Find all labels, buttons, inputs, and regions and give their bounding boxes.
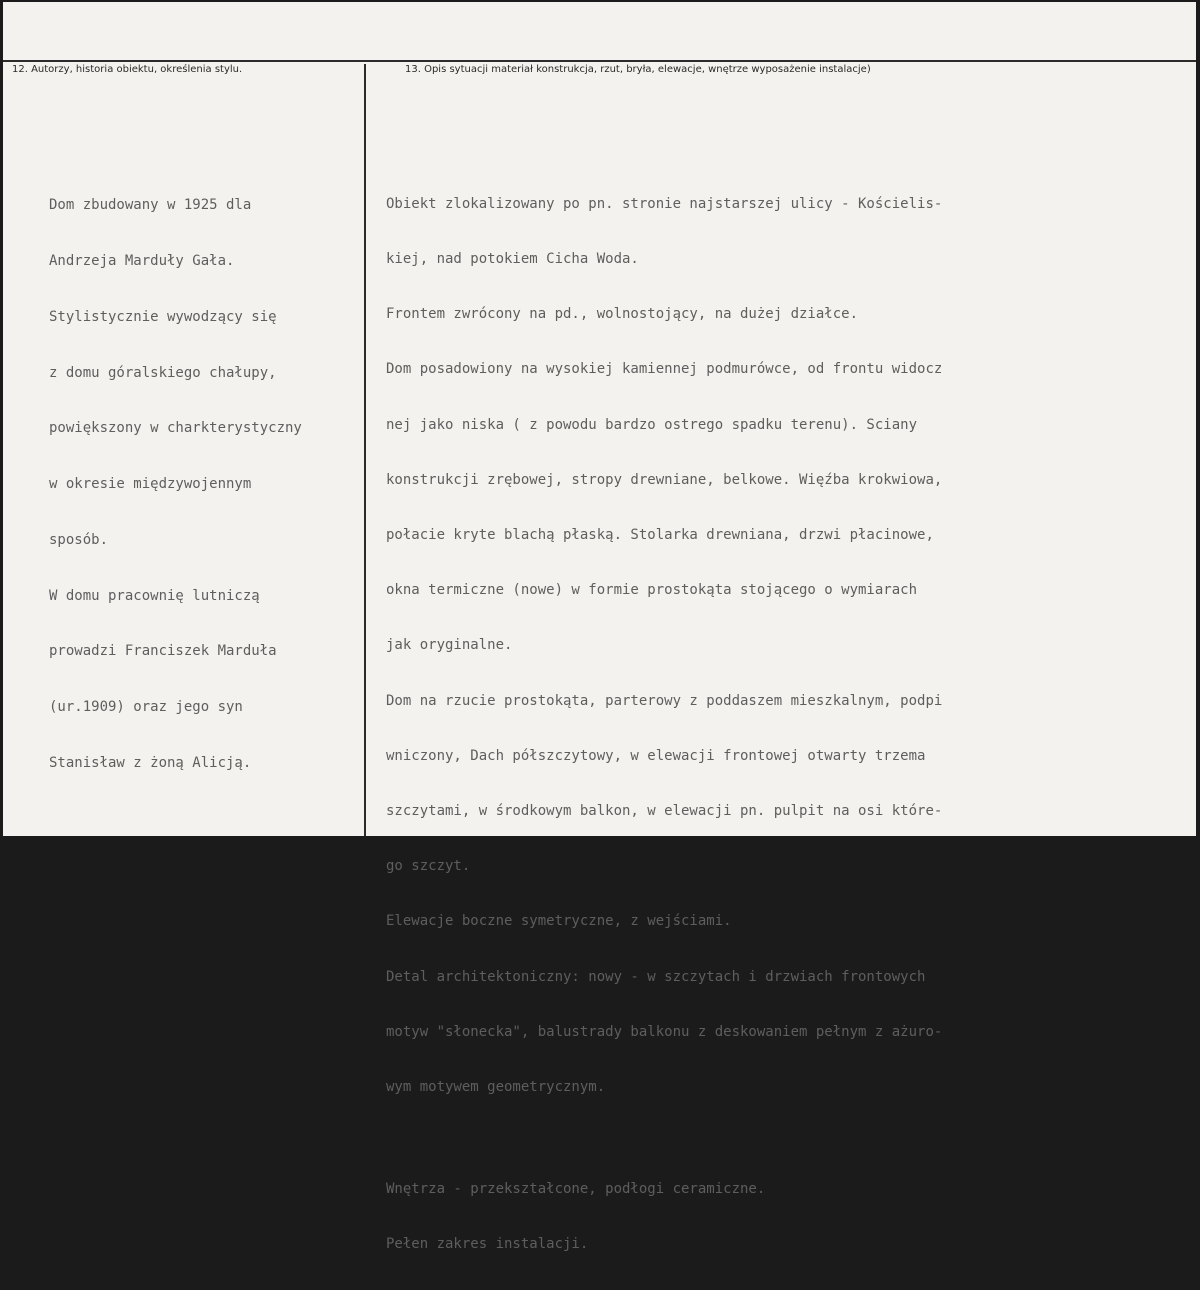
history-line: prowadzi Franciszek Marduła xyxy=(49,643,277,660)
description-line: Dom posadowiony na wysokiej kamiennej podmurówce, od frontu widocz xyxy=(386,361,943,378)
history-line: w okresie międzywojennym xyxy=(49,476,252,493)
description-line: motyw "słonecka", balustrady balkonu z deskowaniem pełnym z ażuro- xyxy=(386,1023,943,1040)
description-line: jak oryginalne. xyxy=(386,637,513,654)
description-line: kiej, nad potokiem Cicha Woda. xyxy=(386,251,639,268)
history-line: W domu pracownię lutniczą xyxy=(49,587,260,604)
description-line: Pełen zakres instalacji. xyxy=(386,1236,589,1253)
description-line: Frontem zwrócony na pd., wolnostojący, na dużej działce. xyxy=(386,306,859,323)
header-divider xyxy=(3,60,1196,62)
description-line: nej jako niska ( z powodu bardzo ostrego spadku terenu). Sciany xyxy=(386,416,918,433)
description-line: Elewacje boczne symetryczne, z wejściami. xyxy=(386,913,732,930)
description-line: Wnętrza - przekształcone, podłogi ceramiczne. xyxy=(386,1181,766,1198)
section-12-heading: 12. Autorzy, historia obiektu, określenia stylu. xyxy=(12,64,243,75)
history-line: Andrzeja Marduły Gała. xyxy=(49,252,235,269)
description-text xyxy=(386,158,1186,1290)
history-text xyxy=(49,159,359,810)
description-line: konstrukcji zrębowej, stropy drewniane, belkowe. Więźba krokwiowa, xyxy=(386,471,943,488)
description-line: wniczony, Dach półszczytowy, w elewacji frontowej otwarty trzema xyxy=(386,747,926,764)
history-line: powiększony w charkterystyczny xyxy=(49,420,302,437)
column-divider xyxy=(364,64,366,836)
history-line: Stylistycznie wywodzący się xyxy=(49,308,277,325)
section-13-heading: 13. Opis sytuacji materiał konstrukcja, rzut, bryła, elewacje, wnętrze wyposażenie instalacje) xyxy=(405,64,871,75)
history-line: sposób. xyxy=(49,531,109,548)
description-line: połacie kryte blachą płaską. Stolarka drewniana, drzwi płacinowe, xyxy=(386,527,934,544)
history-line: Stanisław z żoną Alicją. xyxy=(49,755,252,771)
paragraph-gap xyxy=(386,1133,1186,1143)
document-card xyxy=(3,2,1196,1253)
history-line: Dom zbudowany w 1925 dla xyxy=(49,197,252,214)
description-line: Obiekt zlokalizowany po pn. stronie najstarszej ulicy - Kościelis- xyxy=(386,195,943,212)
description-line: Dom na rzucie prostokąta, parterowy z poddaszem mieszkalnym, podpi xyxy=(386,692,943,709)
description-line: okna termiczne (nowe) w formie prostokąta stojącego o wymiarach xyxy=(386,582,918,599)
description-line: wym motywem geometrycznym. xyxy=(386,1079,606,1096)
description-line: go szczyt. xyxy=(386,858,471,875)
description-line: Detal architektoniczny: nowy - w szczytach i drzwiach frontowych xyxy=(386,968,926,985)
description-line: szczytami, w środkowym balkon, w elewacji pn. pulpit na osi które- xyxy=(386,803,943,820)
history-line: z domu góralskiego chałupy, xyxy=(49,364,277,381)
history-line: (ur.1909) oraz jego syn xyxy=(49,699,243,716)
